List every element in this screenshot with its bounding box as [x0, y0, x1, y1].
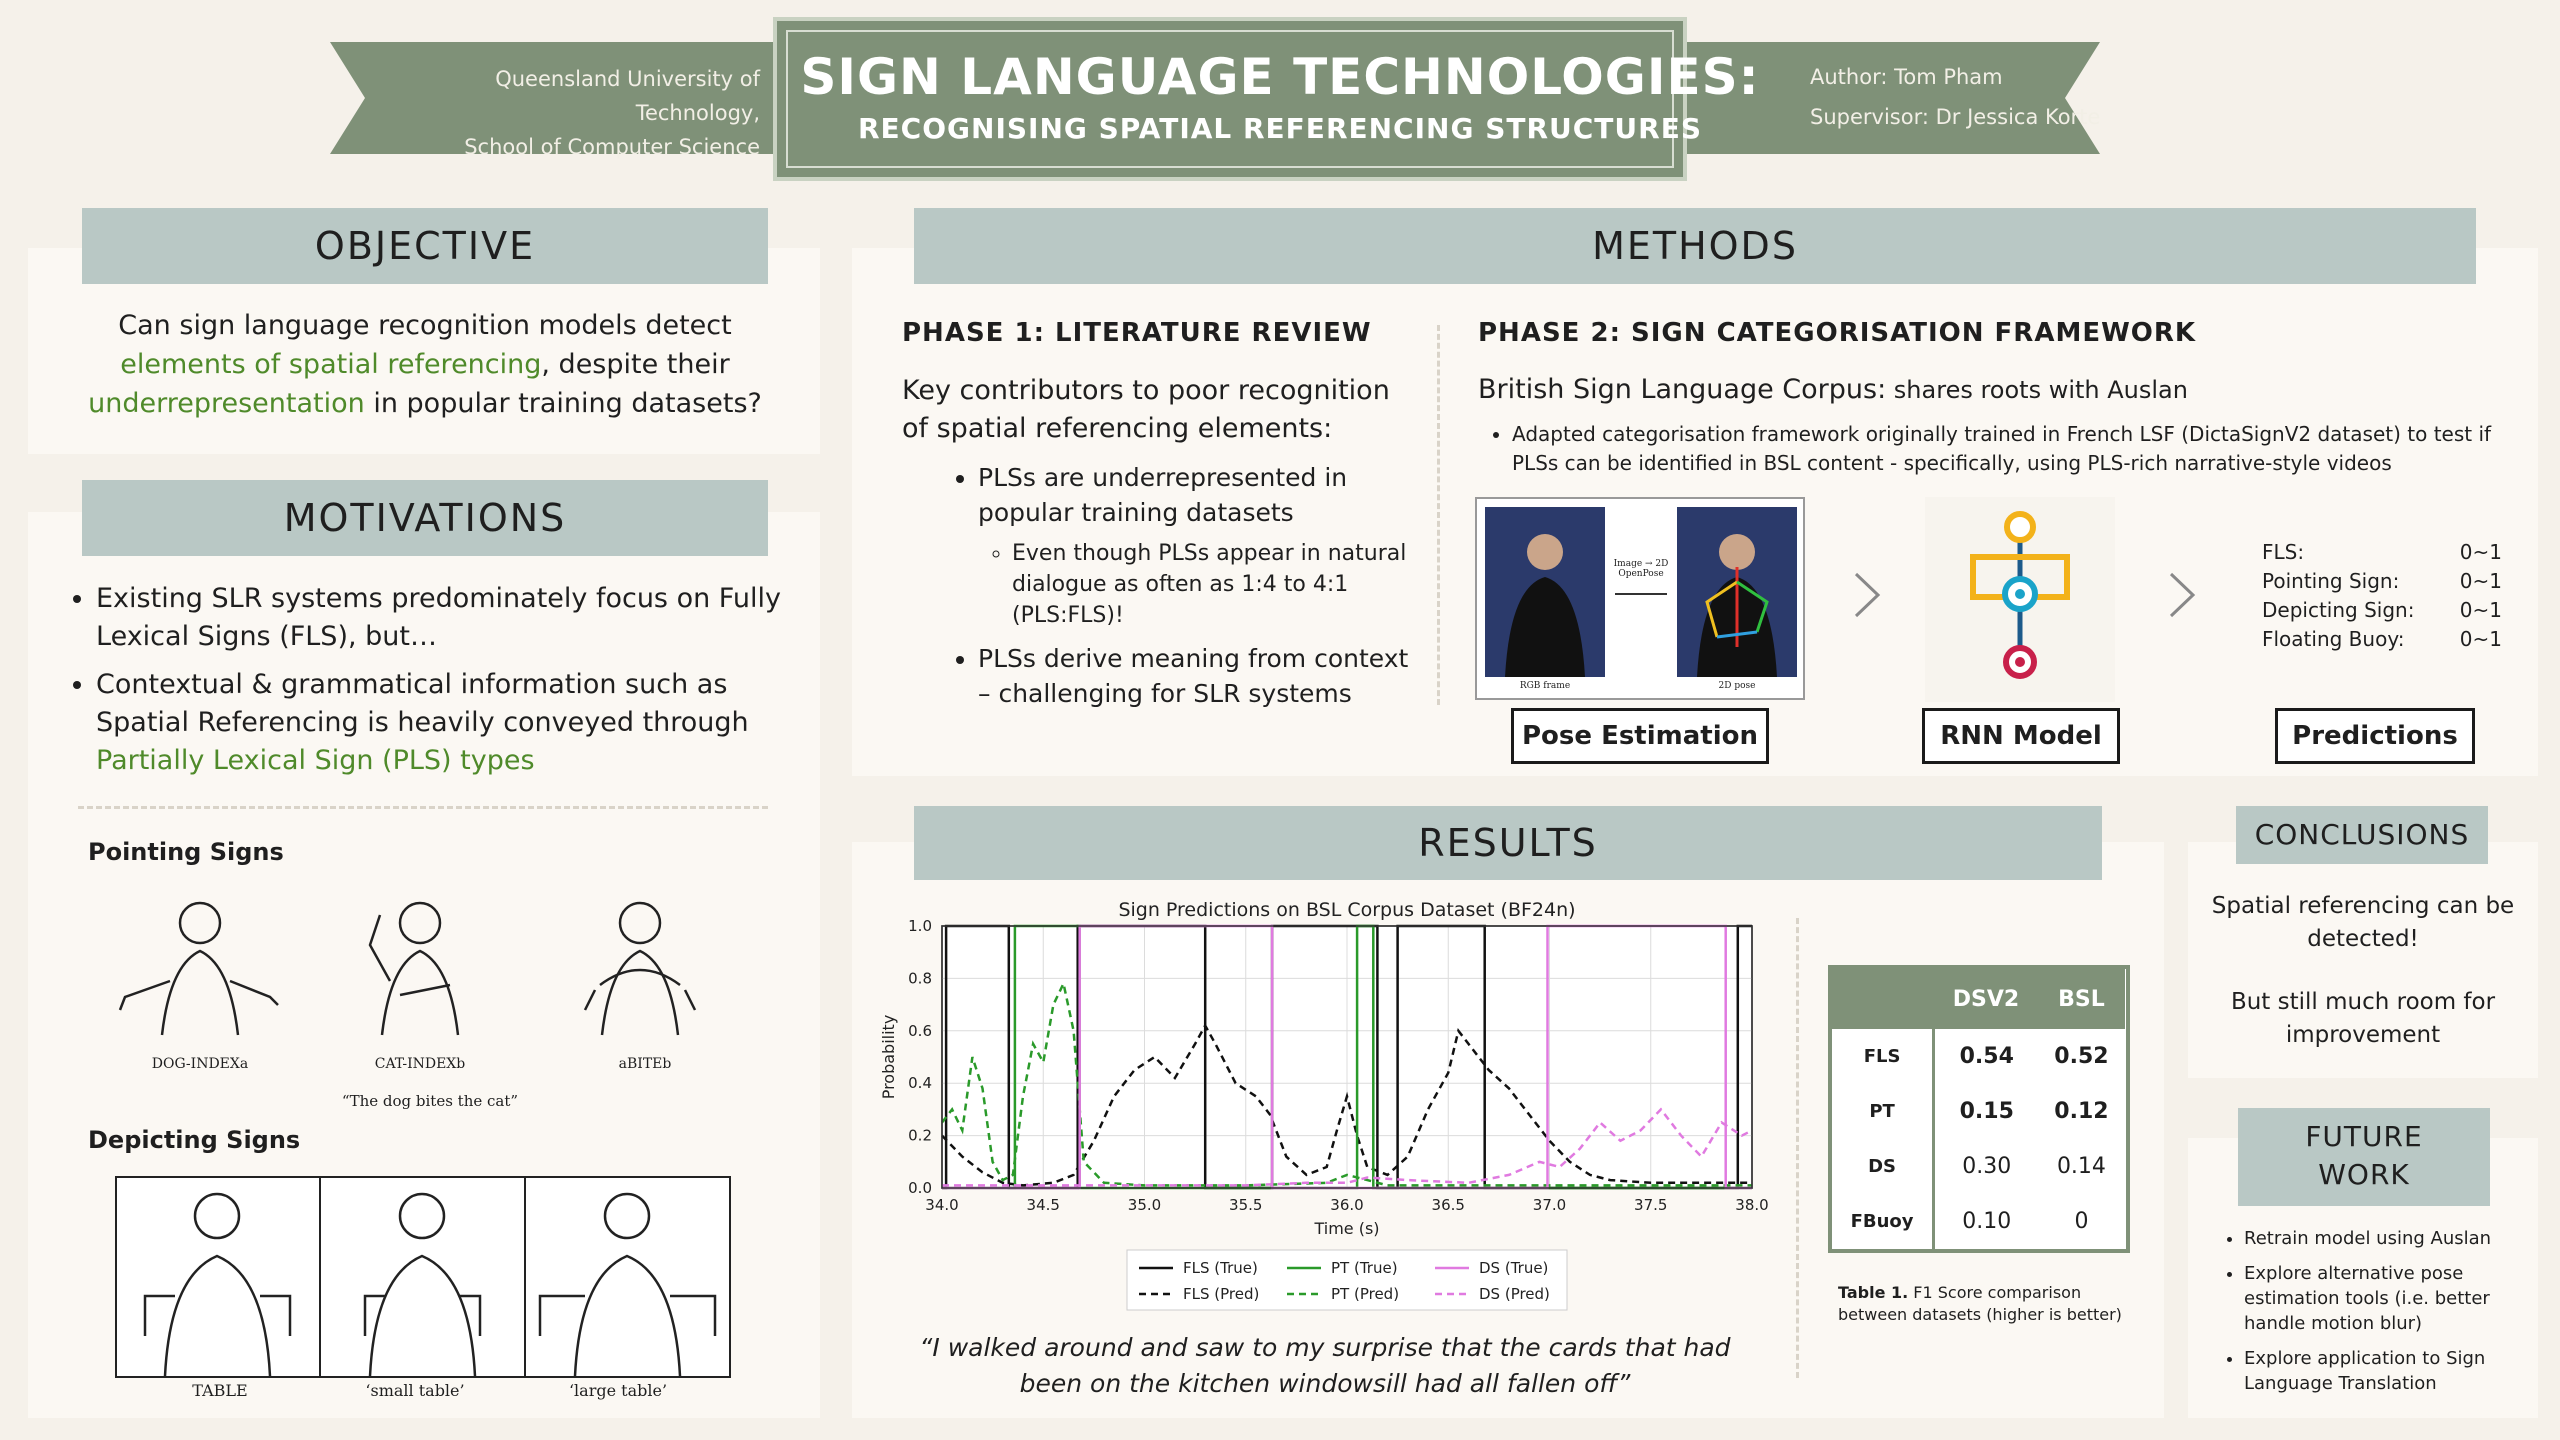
motivations-list	[62, 580, 782, 790]
x-tick-label: 34.0	[925, 1196, 959, 1214]
depicting-label: TABLE	[192, 1381, 248, 1400]
x-tick-label: 36.0	[1330, 1196, 1364, 1214]
pose-frame-label: 2D pose	[1718, 681, 1756, 691]
chevron-right-icon	[2165, 570, 2199, 620]
legend-label: DS (True)	[1479, 1259, 1549, 1277]
arrow-icon	[1615, 593, 1667, 595]
x-tick-label: 35.0	[1127, 1196, 1162, 1214]
f1-score-table	[1828, 965, 2130, 1253]
phase1-subitem: ◦ Even though PLSs appear in natural dialogue as often as 1:4 to 4:1 (PLS:FLS)!	[1012, 538, 1422, 631]
supervisor: Supervisor: Dr Jessica Korte	[1810, 105, 2101, 129]
rnn-network-icon	[1925, 497, 2115, 702]
legend-label: DS (Pred)	[1479, 1285, 1550, 1303]
rgb-frame-label: RGB frame	[1519, 681, 1571, 691]
university-name: Queensland University of Technology, School of Computer Science	[464, 67, 760, 159]
phase1-bullets	[902, 460, 1422, 721]
methods-heading: METHODS	[914, 208, 2476, 284]
pointing-signs-title: Pointing Signs	[88, 838, 284, 866]
table-header	[1832, 969, 1934, 1029]
y-tick-label: 0.8	[908, 969, 932, 988]
pointing-label: DOG-INDEXa	[151, 1056, 249, 1072]
future-item: • Retrain model using Auslan	[2244, 1226, 2530, 1251]
predictions-box: Predictions	[2275, 708, 2475, 764]
y-tick-label: 0.2	[908, 1126, 932, 1145]
phase1-intro: Key contributors to poor recognition of spatial referencing elements:	[902, 375, 1390, 444]
table-row: FBuoy 0.10 0	[1832, 1194, 2125, 1249]
depicting-label: ‘large table’	[568, 1381, 668, 1400]
future-work-list	[2210, 1226, 2530, 1406]
pose-frame	[1677, 507, 1797, 677]
y-tick-label: 1.0	[908, 917, 932, 935]
chart-title: Sign Predictions on BSL Corpus Dataset (BF24n)	[1118, 899, 1576, 921]
pointing-label: CAT-INDEXb	[374, 1056, 466, 1072]
poster-subtitle: RECOGNISING SPATIAL REFERENCING STRUCTURES	[857, 112, 1702, 145]
results-heading: RESULTS	[914, 806, 2102, 880]
author: Author: Tom Pham	[1810, 65, 2003, 89]
sign-predictions-chart	[872, 886, 1772, 1316]
pointing-caption: “The dog bites the cat”	[341, 1092, 519, 1110]
pose-estimation-box: Pose Estimation	[1511, 708, 1769, 764]
table-header: DSV2	[1952, 986, 2020, 1012]
table-row: FLS 0.54 0.52	[1832, 1029, 2125, 1084]
prediction-values	[2262, 538, 2502, 654]
motivation-item: • Contextual & grammatical information such as Spatial Referencing is heavily conveyed through Partially Lexical Sign (PLS) types	[96, 666, 782, 780]
legend-label: FLS (Pred)	[1183, 1285, 1260, 1303]
pointing-signs-illustration	[100, 885, 740, 1065]
pose-arrow-label: Image → 2D OpenPose	[1613, 559, 1669, 579]
prediction-row: Depicting Sign: 0~1	[2262, 598, 2502, 622]
author-block	[1810, 60, 2150, 134]
table-header: BSL	[2058, 986, 2105, 1012]
phase1-title: PHASE 1: LITERATURE REVIEW	[902, 318, 1372, 348]
phase2-item: • Adapted categorisation framework originally trained in French LSF (DictaSignV2 dataset) to test if PLSs can be identified in BSL content - specifically, using PLS-rich narrative-style videos	[1512, 420, 2508, 478]
phase2-title: PHASE 2: SIGN CATEGORISATION FRAMEWORK	[1478, 318, 2197, 348]
x-tick-label: 34.5	[1026, 1196, 1060, 1214]
table-caption: Table 1. F1 Score comparison between datasets (higher is better)	[1838, 1283, 2122, 1324]
y-tick-label: 0.4	[908, 1074, 932, 1093]
methods-divider	[1437, 325, 1440, 705]
legend-label: FLS (True)	[1183, 1259, 1258, 1277]
depicting-signs-illustration	[115, 1176, 731, 1380]
results-quote: “I walked around and saw to my surprise that the cards that had been on the kitchen windowsill had all fallen off”	[919, 1333, 1731, 1398]
objective-text: Can sign language recognition models detect elements of spatial referencing, despite their underrepresentation in popular training datasets?	[88, 310, 762, 419]
phase1-item: • PLSs are underrepresented in popular training datasets ◦ Even though PLSs appear in natural dialogue as often as 1:4 to 4:1 (PLS:FLS)!	[978, 460, 1422, 631]
pointing-label: aBITEb	[618, 1056, 672, 1072]
future-item: • Explore application to Sign Language Translation	[2244, 1346, 2530, 1396]
rnn-model-box: RNN Model	[1922, 708, 2120, 764]
legend-label: PT (Pred)	[1331, 1285, 1400, 1303]
y-tick-label: 0.6	[908, 1021, 932, 1040]
x-tick-label: 38.0	[1735, 1196, 1769, 1214]
phase2-corpus: British Sign Language Corpus: shares roots with Auslan	[1478, 374, 2188, 405]
phase1-item: • PLSs derive meaning from context – challenging for SLR systems	[978, 641, 1422, 711]
poster-title: SIGN LANGUAGE TECHNOLOGIES:	[800, 48, 1760, 106]
motivation-item: • Existing SLR systems predominately focus on Fully Lexical Signs (FLS), but…	[96, 580, 782, 656]
future-work-heading: FUTURE WORK	[2238, 1108, 2490, 1206]
motivations-heading: MOTIVATIONS	[82, 480, 768, 556]
prediction-row: FLS: 0~1	[2262, 540, 2502, 564]
y-axis-label: Probability	[879, 1014, 898, 1100]
table-row: DS 0.30 0.14	[1832, 1139, 2125, 1194]
table-row: PT 0.15 0.12	[1832, 1084, 2125, 1139]
conclusion-text: Spatial referencing can be detected!	[2211, 893, 2515, 952]
depicting-label: ‘small table’	[365, 1381, 465, 1400]
x-axis-label: Time (s)	[1314, 1219, 1380, 1238]
prediction-row: Pointing Sign: 0~1	[2262, 569, 2502, 593]
phase2-bullet-list	[1478, 420, 2508, 488]
x-tick-label: 35.5	[1229, 1196, 1263, 1214]
conclusions-heading: CONCLUSIONS	[2236, 806, 2488, 864]
results-divider	[1796, 918, 1799, 1378]
x-tick-label: 37.0	[1532, 1196, 1567, 1214]
chevron-right-icon	[1850, 570, 1884, 620]
section-divider	[78, 806, 768, 809]
conclusion-text: But still much room for improvement	[2230, 989, 2496, 1048]
depicting-signs-title: Depicting Signs	[88, 1126, 301, 1154]
pose-estimation-image	[1475, 497, 1805, 700]
objective-heading: OBJECTIVE	[82, 208, 768, 284]
x-tick-label: 37.5	[1634, 1196, 1668, 1214]
x-tick-label: 36.5	[1431, 1196, 1465, 1214]
y-tick-label: 0.0	[908, 1179, 932, 1197]
prediction-row: Floating Buoy: 0~1	[2262, 627, 2502, 651]
rgb-frame	[1485, 507, 1605, 677]
legend-label: PT (True)	[1331, 1259, 1398, 1277]
future-item: • Explore alternative pose estimation tools (i.e. better handle motion blur)	[2244, 1261, 2530, 1336]
